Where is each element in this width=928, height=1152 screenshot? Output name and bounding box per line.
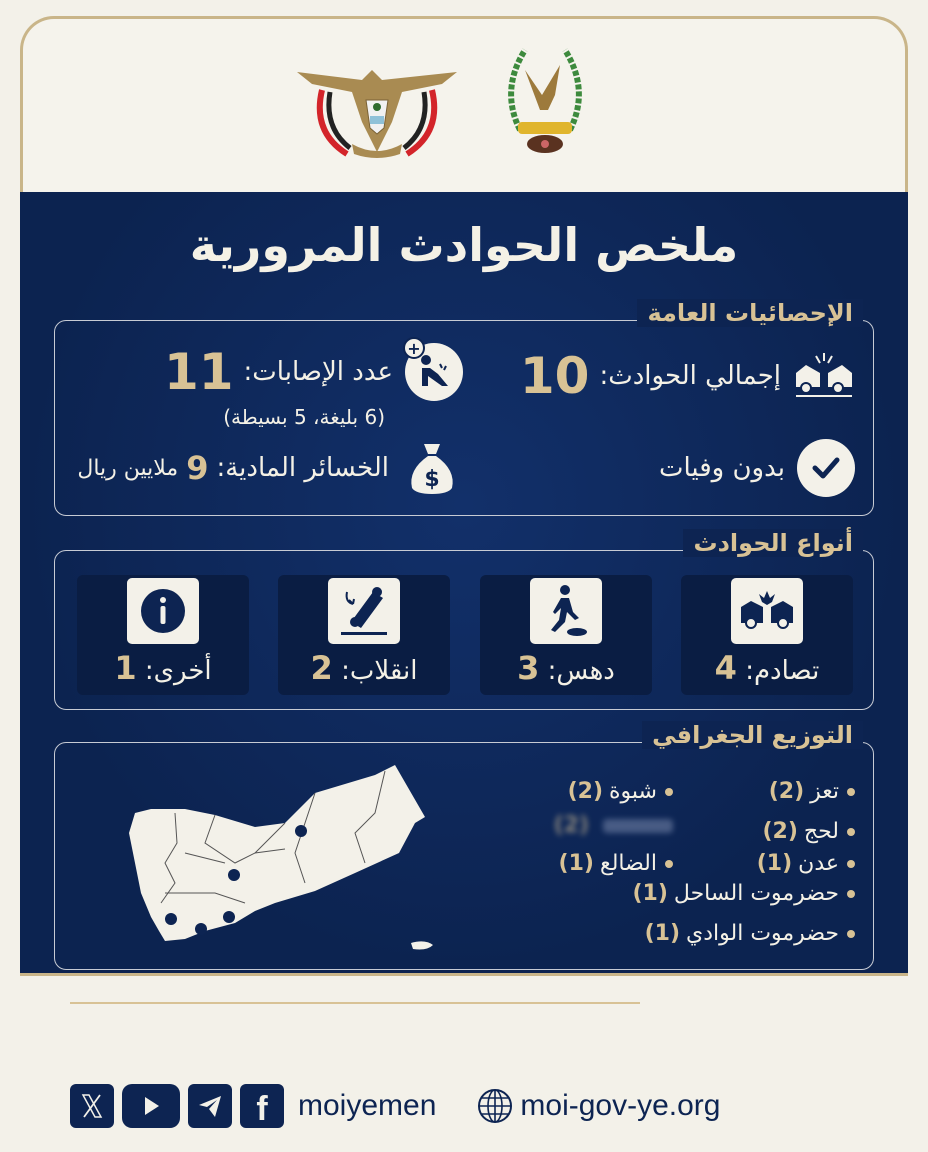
footer-divider <box>70 1002 640 1004</box>
map-marker <box>195 923 207 935</box>
type-label-pedestrian: دهس: 3 <box>517 649 615 687</box>
plus-icon: + <box>403 337 425 359</box>
fatalities-stat <box>659 439 855 497</box>
ministry-emblem-icon <box>500 40 590 160</box>
material-losses-stat <box>77 441 463 495</box>
material-losses-value: 9 <box>186 449 209 487</box>
collision-icon <box>731 578 803 644</box>
map-marker <box>228 869 240 881</box>
youtube-icon[interactable] <box>122 1084 180 1128</box>
car-crash-icon <box>793 349 855 403</box>
material-losses-label: الخسائر المادية: <box>216 453 389 483</box>
injuries-stat <box>163 338 463 401</box>
geo-item-hadramout-coast: حضرموت الساحل (1) <box>632 881 855 906</box>
fatalities-label: بدون وفيات <box>658 453 785 483</box>
header-card <box>20 16 908 196</box>
injured-person-icon <box>405 338 463 401</box>
section-title-accident-types: أنواع الحوادث <box>683 529 863 557</box>
bullet-icon <box>847 828 855 836</box>
total-accidents-value: 10 <box>519 347 590 405</box>
bullet-icon <box>847 788 855 796</box>
bullet-icon <box>847 890 855 898</box>
general-stats-section <box>54 299 874 516</box>
accident-types-section <box>54 529 874 710</box>
bullet-icon <box>847 860 855 868</box>
type-card-pedestrian <box>480 575 652 695</box>
website-link[interactable]: moi-gov-ye.org <box>520 1089 721 1122</box>
section-title-geographic: التوزيع الجغرافي <box>642 721 863 749</box>
social-handle[interactable]: moiyemen <box>298 1089 437 1122</box>
globe-icon <box>476 1087 514 1125</box>
map-marker <box>295 825 307 837</box>
injuries-label: عدد الإصابات: <box>243 357 393 387</box>
type-label-other: أخرى: 1 <box>114 649 212 687</box>
bullet-icon <box>665 788 673 796</box>
geo-item-hadramout-valley: حضرموت الوادي (1) <box>645 921 855 946</box>
bullet-icon <box>847 930 855 938</box>
type-card-rollover <box>278 575 450 695</box>
geo-item-aden: عدن (1) <box>757 851 855 876</box>
svg-text:$: $ <box>424 467 440 492</box>
facebook-icon[interactable]: f <box>240 1084 284 1128</box>
geo-item-taiz: تعز (2) <box>769 779 855 804</box>
yemen-emblem-icon <box>292 62 462 162</box>
footer <box>70 1084 720 1128</box>
geographic-section <box>54 721 874 970</box>
check-circle-icon <box>797 439 855 497</box>
total-accidents-stat <box>520 349 855 403</box>
info-icon <box>127 578 199 644</box>
geo-item-lahj: لحج (2) <box>762 819 855 844</box>
injuries-breakdown: (6 بليغة، 5 بسيطة) <box>223 405 385 429</box>
page-title: ملخص الحوادث المرورية <box>189 218 739 272</box>
x-icon[interactable] <box>70 1084 114 1128</box>
bullet-icon <box>665 860 673 868</box>
map-marker <box>165 913 177 925</box>
total-accidents-label: إجمالي الحوادث: <box>599 361 781 391</box>
geo-item-shabwa: شبوة (2) <box>568 779 673 804</box>
type-card-collision <box>681 575 853 695</box>
telegram-icon[interactable] <box>188 1084 232 1128</box>
type-card-other <box>77 575 249 695</box>
material-losses-unit: ملايين ريال <box>77 455 179 481</box>
money-bag-icon <box>401 441 463 495</box>
section-title-general-stats: الإحصائيات العامة <box>637 299 863 327</box>
type-label-collision: تصادم: 4 <box>714 649 820 687</box>
geo-item-dhale: الضالع (1) <box>559 851 673 876</box>
pedestrian-hit-icon <box>530 578 602 644</box>
geo-item-redacted: (2) <box>554 813 673 838</box>
map-marker <box>223 911 235 923</box>
summary-panel <box>20 192 908 976</box>
type-label-rollover: انقلاب: 2 <box>310 649 418 687</box>
yemen-map <box>115 753 445 963</box>
rollover-icon <box>328 578 400 644</box>
injuries-value: 11 <box>163 343 234 401</box>
